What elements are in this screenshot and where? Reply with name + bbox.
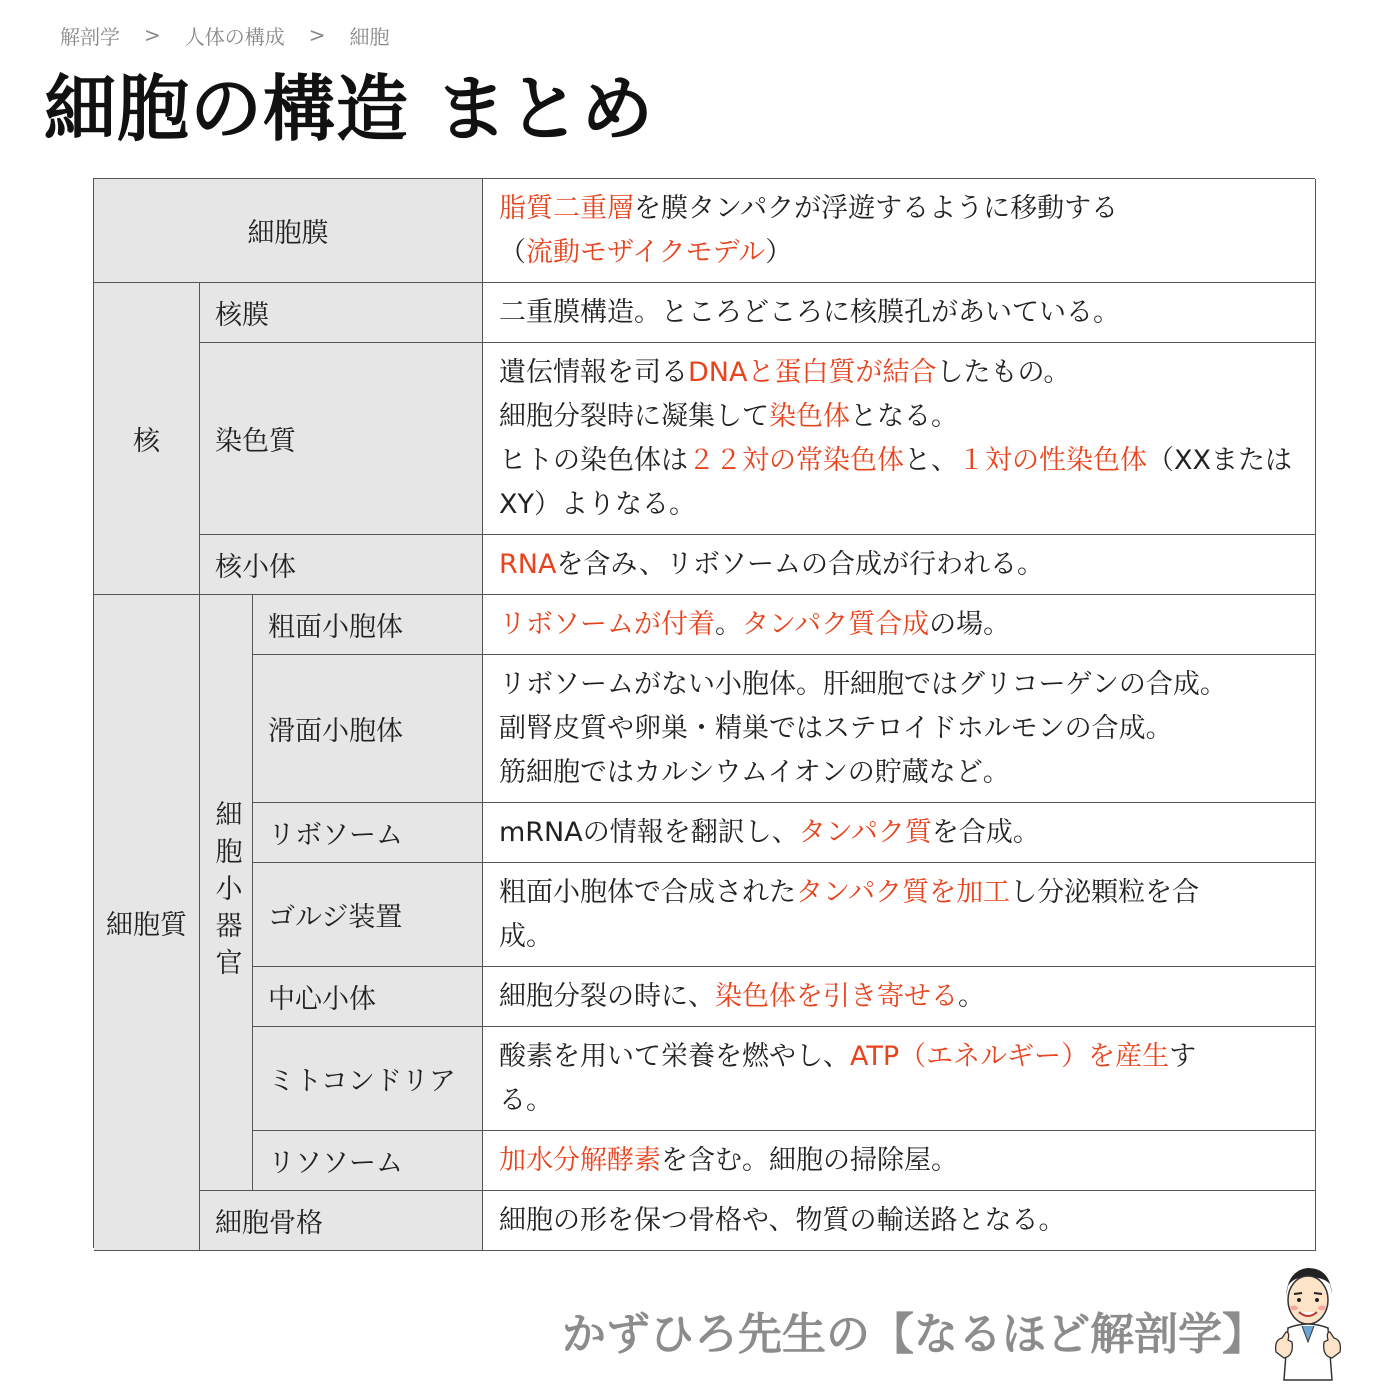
organelle-header-label: 細胞小器官 — [210, 800, 242, 985]
description-text — [499, 1035, 1299, 1123]
organelle-label: リボソーム — [253, 803, 483, 863]
doctor-mascot-icon — [1272, 1262, 1344, 1386]
description-segment: mRNAの情報を翻訳し、 — [499, 816, 799, 848]
description-segment: 二重膜構造。ところどころに核膜孔があいている。 — [499, 296, 1120, 328]
description-segment: 。 — [958, 980, 985, 1012]
site-brand-footer: かずひろ先生の【なるほど解剖学】 — [562, 1309, 1266, 1360]
description-segment: し分泌顆粒を合 — [1010, 876, 1200, 908]
organelle-description — [483, 1131, 1316, 1191]
breadcrumb-separator: > — [308, 23, 326, 47]
nuclear-envelope-label: 核膜 — [200, 283, 483, 343]
description-segment: を含み、リボソームの合成が行われる。 — [556, 548, 1045, 580]
description-segment: となる。 — [850, 400, 958, 432]
description-segment: 遺伝情報を司る — [499, 356, 688, 388]
description-text — [499, 1139, 1299, 1183]
description-segment: と、 — [904, 444, 958, 476]
organelle-description — [483, 967, 1316, 1027]
organelle-label: リソソーム — [253, 1131, 483, 1191]
cytoskeleton-label: 細胞骨格 — [200, 1191, 483, 1251]
description-text — [499, 543, 1299, 587]
description-segment: す — [1169, 1040, 1197, 1072]
description-segment: 副腎皮質や卵巣・精巣ではステロイドホルモンの合成。 — [499, 712, 1173, 744]
highlighted-term: リボソームが付着 — [499, 608, 715, 640]
organelle-description — [483, 655, 1316, 803]
description-segment: ） — [765, 236, 793, 268]
membrane-description — [483, 179, 1316, 283]
description-text — [499, 1199, 1299, 1243]
highlighted-term: タンパク質 — [798, 816, 932, 848]
description-segment: を合成。 — [931, 816, 1040, 848]
membrane-header: 細胞膜 — [94, 179, 483, 283]
nucleolus-description — [483, 535, 1316, 595]
page-title: 細胞の構造 まとめ — [44, 67, 655, 151]
highlighted-term: 染色体 — [769, 400, 850, 432]
description-segment: なる。 — [615, 488, 696, 520]
description-segment: を膜タンパクが浮遊するように移動する — [634, 192, 1119, 224]
description-text — [499, 351, 1299, 527]
description-segment: 成。 — [499, 920, 553, 952]
description-segment: ヒトの染色体は — [499, 444, 688, 476]
description-segment: （XXまたはXY）より — [499, 444, 1292, 520]
description-text — [499, 663, 1299, 795]
highlighted-term: DNAと蛋白質が結合 — [688, 356, 937, 388]
description-segment: る。 — [499, 1084, 553, 1116]
highlighted-term: ２２対の常染色体 — [688, 444, 904, 476]
cytoskeleton-description — [483, 1191, 1316, 1251]
description-segment: リボソームがない小胞体。肝細胞ではグリコーゲンの合成。 — [499, 668, 1227, 700]
description-segment: の場。 — [929, 608, 1011, 640]
breadcrumb-separator: > — [144, 23, 161, 47]
description-segment: 粗面小胞体で合成された — [499, 876, 796, 908]
organelle-header — [200, 595, 253, 1191]
breadcrumb-item-body-structure[interactable]: 人体の構成 — [184, 24, 285, 49]
organelle-description — [483, 863, 1316, 967]
cytoplasm-header: 細胞質 — [94, 595, 200, 1251]
description-text — [499, 871, 1299, 959]
nucleolus-label: 核小体 — [200, 535, 483, 595]
organelle-description — [483, 1027, 1316, 1131]
organelle-label: 中心小体 — [253, 967, 483, 1027]
chromatin-label: 染色質 — [200, 343, 483, 535]
nucleus-header: 核 — [94, 283, 200, 595]
description-segment: （ — [499, 236, 526, 268]
organelle-label: 粗面小胞体 — [253, 595, 483, 655]
description-segment: 。 — [715, 608, 742, 640]
description-text — [499, 187, 1299, 275]
breadcrumb-item-anatomy[interactable]: 解剖学 — [60, 24, 120, 49]
description-segment: 酸素を用いて栄養を燃やし、 — [499, 1040, 850, 1072]
organelle-label: ゴルジ装置 — [253, 863, 483, 967]
description-segment: したもの。 — [936, 356, 1071, 388]
organelle-label: 滑面小胞体 — [253, 655, 483, 803]
description-segment: 細胞分裂の時に、 — [499, 980, 715, 1012]
nuclear-envelope-description — [483, 283, 1316, 343]
breadcrumb — [60, 20, 390, 50]
highlighted-term: ATP（エネルギー）を産生 — [850, 1040, 1170, 1072]
description-segment: を含む。細胞の掃除屋。 — [661, 1144, 958, 1176]
cell-structure-table — [93, 178, 1315, 1248]
highlighted-term: 流動モザイクモデル — [526, 236, 766, 268]
chromatin-description — [483, 343, 1316, 535]
highlighted-term: 加水分解酵素 — [499, 1144, 661, 1176]
highlighted-term: １対の性染色体 — [958, 444, 1147, 476]
description-segment: 筋細胞ではカルシウムイオンの貯蔵など。 — [499, 756, 1010, 788]
organelle-label: ミトコンドリア — [253, 1027, 483, 1131]
description-text — [499, 603, 1299, 647]
highlighted-term: タンパク質合成 — [742, 608, 930, 640]
description-segment: 細胞の形を保つ骨格や、物質の輸送路となる。 — [499, 1204, 1066, 1236]
description-text — [499, 975, 1299, 1019]
organelle-description — [483, 803, 1316, 863]
highlighted-term: 脂質二重層 — [499, 192, 634, 224]
highlighted-term: RNA — [499, 548, 557, 580]
organelle-description — [483, 595, 1316, 655]
description-text — [499, 811, 1299, 855]
description-text — [499, 291, 1299, 335]
highlighted-term: タンパク質を加工 — [796, 876, 1011, 908]
breadcrumb-item-cell[interactable]: 細胞 — [349, 24, 390, 49]
highlighted-term: 染色体を引き寄せる — [715, 980, 958, 1012]
description-segment: 細胞分裂時に凝集して — [499, 400, 769, 432]
